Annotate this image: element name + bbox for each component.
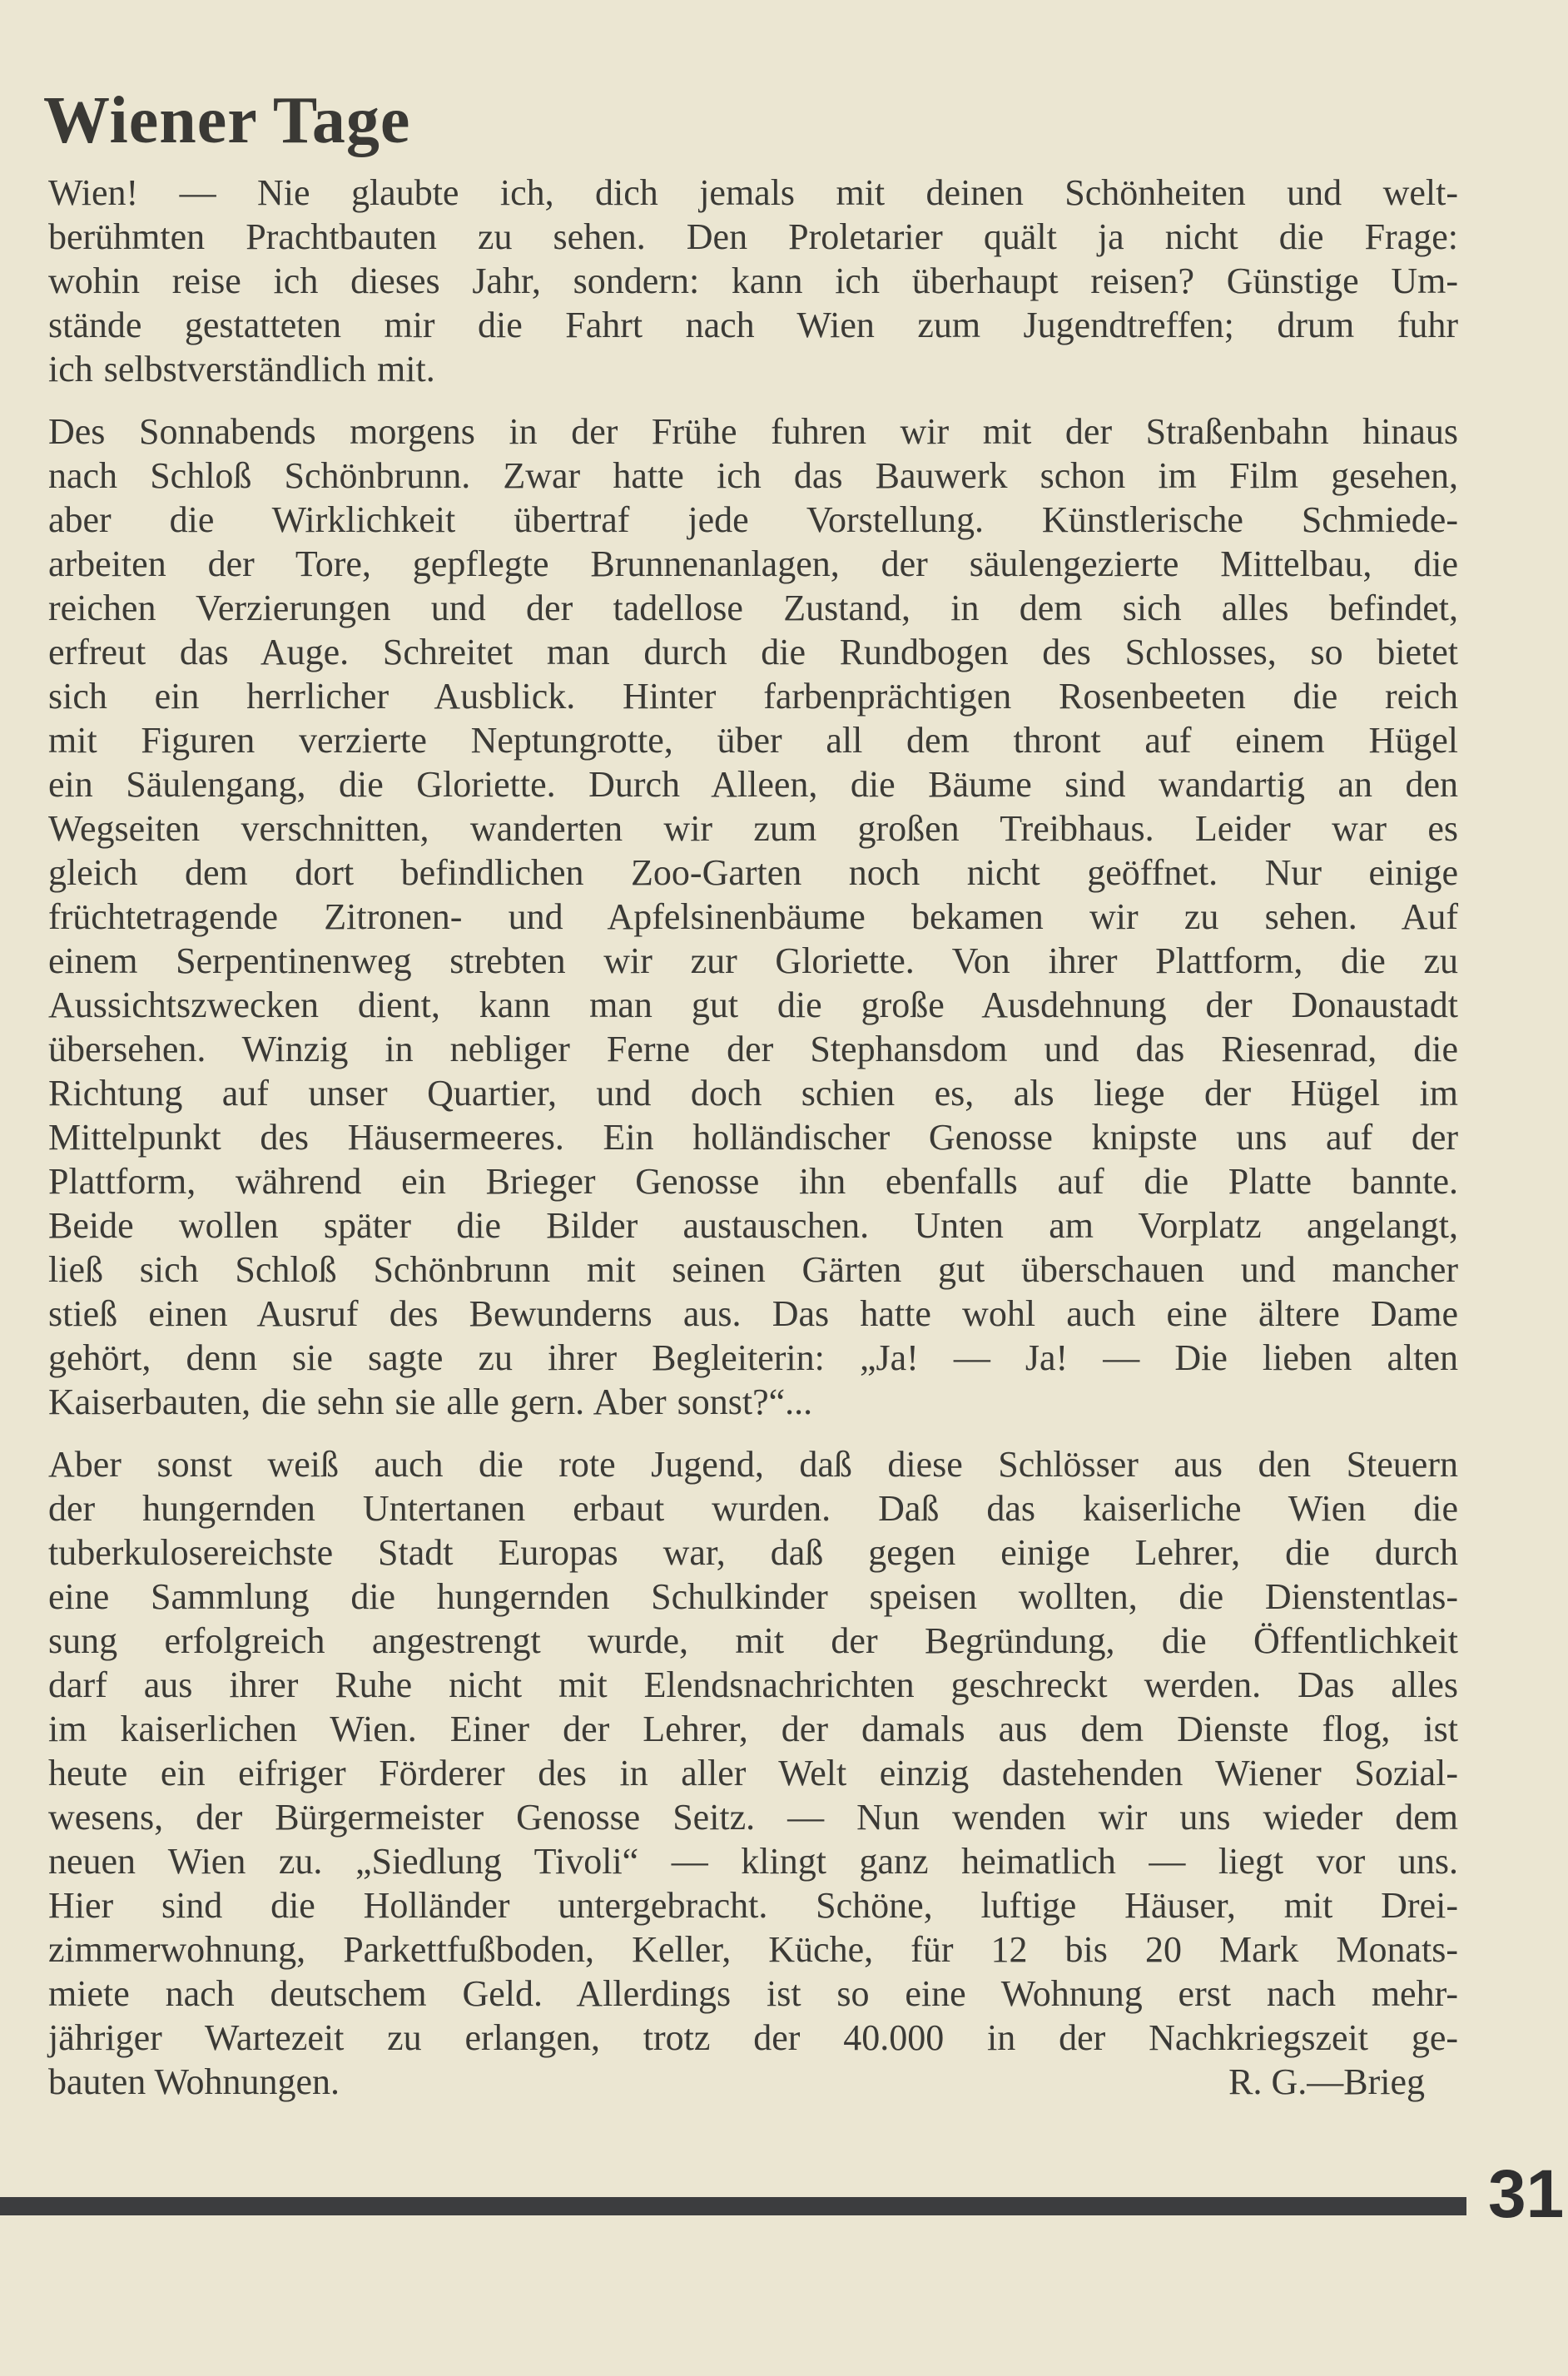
text-line: eine Sammlung die hungernden Schulkinder speisen wollten, die Dienstentlas-	[48, 1576, 1458, 1617]
footer-rule	[0, 2197, 1466, 2215]
page-number: 31	[1488, 2156, 1565, 2232]
text-line: Kaiserbauten, die sehn sie alle gern. Aber sonst?“...	[48, 1381, 813, 1422]
text-line: Wien! — Nie glaubte ich, dich jemals mit deinen Schönheiten und welt-	[48, 172, 1458, 213]
text-line: gehört, denn sie sagte zu ihrer Begleiterin: „Ja! — Ja! — Die lieben alten	[48, 1337, 1458, 1378]
text-line: wohin reise ich dieses Jahr, sondern: kann ich überhaupt reisen? Günstige Um-	[48, 260, 1458, 301]
text-line: sung erfolgreich angestrengt wurde, mit der Begründung, die Öffentlichkeit	[48, 1620, 1458, 1661]
paragraph	[48, 171, 1458, 391]
article-body	[48, 171, 1458, 2122]
text-line: neuen Wien zu. „Siedlung Tivoli“ — klingt ganz heimatlich — liegt vor uns.	[48, 1841, 1458, 1882]
text-line: tuberkulosereichste Stadt Europas war, daß gegen einige Lehrer, die durch	[48, 1532, 1458, 1573]
text-line: einem Serpentinenweg strebten wir zur Gloriette. Von ihrer Plattform, die zu	[48, 940, 1458, 981]
text-line: Hier sind die Holländer untergebracht. Schöne, luftige Häuser, mit Drei-	[48, 1885, 1458, 1926]
text-line: erfreut das Auge. Schreitet man durch die Rundbogen des Schlosses, so bietet	[48, 632, 1458, 672]
text-line: Aussichtszwecken dient, kann man gut die große Ausdehnung der Donaustadt	[48, 985, 1458, 1025]
text-line: miete nach deutschem Geld. Allerdings ist so eine Wohnung erst nach mehr-	[48, 1973, 1458, 2014]
closing-line	[48, 2060, 1458, 2104]
text-line: ich selbstverständlich mit.	[48, 349, 435, 389]
text-line: im kaiserlichen Wien. Einer der Lehrer, der damals aus dem Dienste flog, ist	[48, 1709, 1458, 1749]
author-signature: R. G.—Brieg	[1228, 2061, 1425, 2102]
text-line: sich ein herrlicher Ausblick. Hinter farbenprächtigen Rosenbeeten die reich	[48, 676, 1458, 717]
text-line: gleich dem dort befindlichen Zoo-Garten noch nicht geöffnet. Nur einige	[48, 852, 1458, 893]
text-line: Mittelpunkt des Häusermeeres. Ein holländischer Genosse knipste uns auf der	[48, 1117, 1458, 1158]
text-line: darf aus ihrer Ruhe nicht mit Elendsnachrichten geschreckt werden. Das alles	[48, 1664, 1458, 1705]
text-line: Plattform, während ein Brieger Genosse ihn ebenfalls auf die Platte bannte.	[48, 1161, 1458, 1202]
text-line: arbeiten der Tore, gepflegte Brunnenanlagen, der säulengezierte Mittelbau, die	[48, 543, 1458, 584]
text-line: berühmten Prachtbauten zu sehen. Den Proletarier quält ja nicht die Frage:	[48, 216, 1458, 257]
text-line: wesens, der Bürgermeister Genosse Seitz. — Nun wenden wir uns wieder dem	[48, 1797, 1458, 1838]
text-line: der hungernden Untertanen erbaut wurden. Daß das kaiserliche Wien die	[48, 1488, 1458, 1529]
paragraph	[48, 409, 1458, 1424]
text-line: Beide wollen später die Bilder austauschen. Unten am Vorplatz angelangt,	[48, 1205, 1458, 1246]
text-line: Aber sonst weiß auch die rote Jugend, daß diese Schlösser aus den Steuern	[48, 1444, 1458, 1485]
text-line: jähriger Wartezeit zu erlangen, trotz der 40.000 in der Nachkriegszeit ge-	[48, 2017, 1458, 2058]
text-line: ließ sich Schloß Schönbrunn mit seinen Gärten gut überschauen und mancher	[48, 1249, 1458, 1290]
text-line: früchtetragende Zitronen- und Apfelsinenbäume bekamen wir zu sehen. Auf	[48, 896, 1458, 937]
text-line: Wegseiten verschnitten, wanderten wir zum großen Treibhaus. Leider war es	[48, 808, 1458, 849]
text-line: nach Schloß Schönbrunn. Zwar hatte ich das Bauwerk schon im Film gesehen,	[48, 455, 1458, 496]
text-line: ein Säulengang, die Gloriette. Durch Alleen, die Bäume sind wandartig an den	[48, 764, 1458, 805]
text-line: reichen Verzierungen und der tadellose Zustand, in dem sich alles befindet,	[48, 588, 1458, 628]
text-line: mit Figuren verzierte Neptungrotte, über all dem thront auf einem Hügel	[48, 720, 1458, 761]
text-line: Des Sonnabends morgens in der Frühe fuhren wir mit der Straßenbahn hinaus	[48, 411, 1458, 452]
text-line: übersehen. Winzig in nebliger Ferne der Stephansdom und das Riesenrad, die	[48, 1029, 1458, 1069]
article-title: Wiener Tage	[43, 84, 411, 157]
paragraph	[48, 1442, 1458, 2104]
paragraph-lines	[48, 1442, 1458, 2060]
closing-text: bauten Wohnungen.	[48, 2061, 340, 2102]
text-line: heute ein eifriger Förderer des in aller Welt einzig dastehenden Wiener Sozial-	[48, 1753, 1458, 1793]
text-line: Richtung auf unser Quartier, und doch schien es, als liege der Hügel im	[48, 1073, 1458, 1114]
text-line: stieß einen Ausruf des Bewunderns aus. Das hatte wohl auch eine ältere Dame	[48, 1293, 1458, 1334]
text-line: stände gestatteten mir die Fahrt nach Wien zum Jugendtreffen; drum fuhr	[48, 305, 1458, 345]
text-line: aber die Wirklichkeit übertraf jede Vorstellung. Künstlerische Schmiede-	[48, 499, 1458, 540]
text-line: zimmerwohnung, Parkettfußboden, Keller, Küche, für 12 bis 20 Mark Monats-	[48, 1929, 1458, 1970]
